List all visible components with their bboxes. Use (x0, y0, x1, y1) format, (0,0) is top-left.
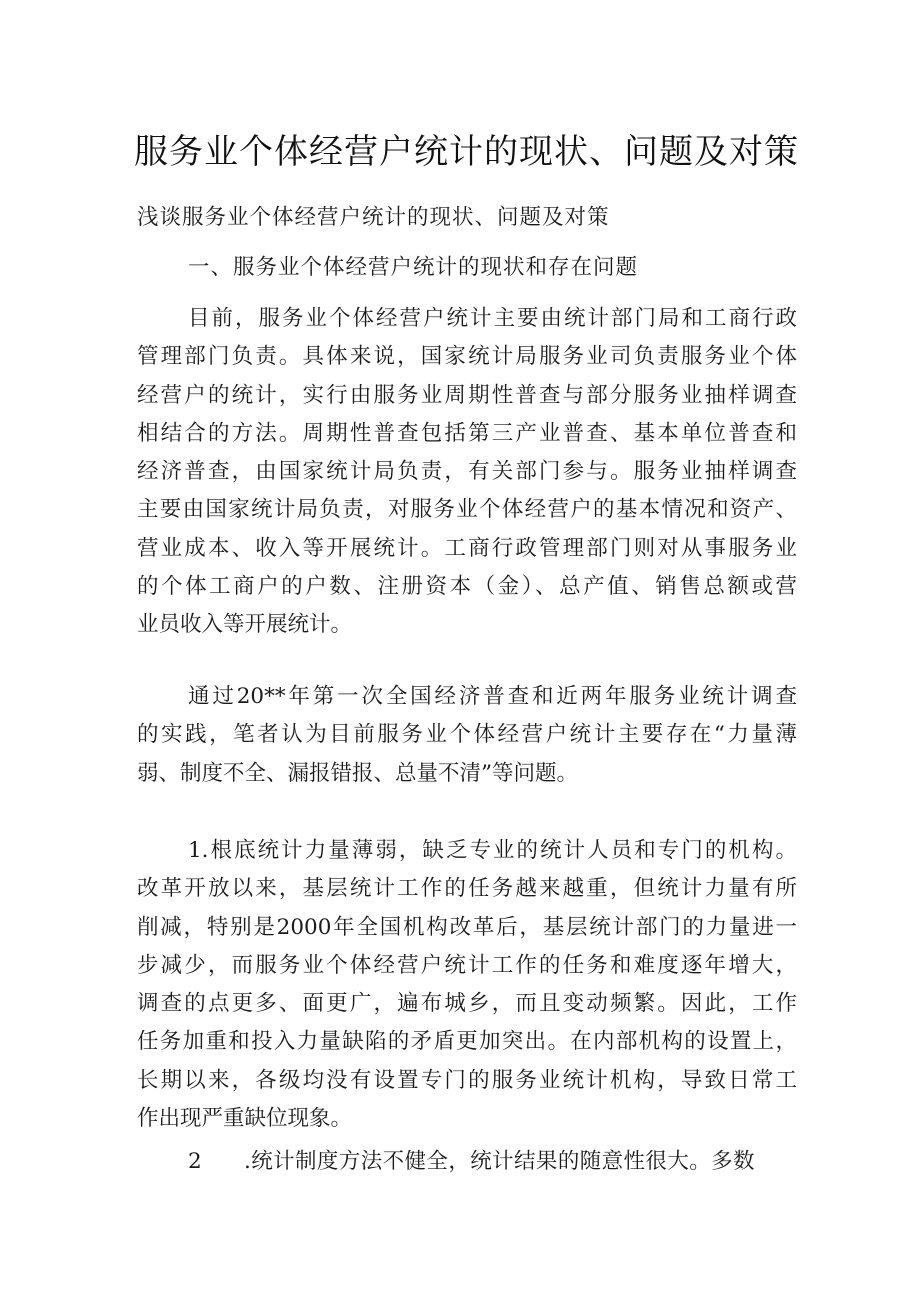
paragraph-line: 主要由国家统计局负责，对服务业个体经营户的基本情况和资产、 (137, 497, 797, 523)
paragraph-item-2 (188, 1143, 797, 1181)
section-heading: 一、服务业个体经营户统计的现状和存在问题 (188, 255, 639, 280)
paragraph-line: 改革开放以来，基层统计工作的任务越来越重，但统计力量有所 (137, 876, 797, 902)
document-title: 服务业个体经营户统计的现状、问题及对策 (134, 132, 799, 172)
paragraph-line: 经济普查，由国家统计局负责，有关部门参与。服务业抽样调查 (137, 459, 797, 485)
paragraph-line: 步减少，而服务业个体经营户统计工作的任务和难度逐年增大， (137, 952, 797, 978)
paragraph-line: 营业成本、收入等开展统计。工商行政管理部门则对从事服务业 (137, 535, 797, 561)
paragraph-item-1 (137, 832, 797, 1138)
paragraph-line: 调查的点更多、面更广，遍布城乡，而且变动频繁。因此，工作 (137, 991, 797, 1017)
paragraph-line: 削减，特别是2000年全国机构改革后，基层统计部门的力量进一 (137, 914, 797, 940)
item-number: 2 (188, 1149, 202, 1174)
paragraph-line: 通过20**年第一次全国经济普查和近两年服务业统计调查 (188, 684, 797, 709)
paragraph-line: 作出现严重缺位现象。 (137, 1106, 353, 1132)
paragraph-line: 的个体工商户的户数、注册资本（金）、总产值、销售总额或营 (137, 574, 797, 600)
paragraph-problems (137, 678, 797, 793)
paragraph-line: 1.根底统计力量薄弱，缺乏专业的统计人员和专门的机构。 (188, 838, 797, 863)
paragraph-line: 相结合的方法。周期性普查包括第三产业普查、基本单位普查和 (137, 420, 797, 446)
paragraph-line: 的实践，笔者认为目前服务业个体经营户统计主要存在“力量薄 (137, 722, 797, 748)
paragraph-line: 业员收入等开展统计。 (137, 612, 353, 638)
paragraph-line: 弱、制度不全、漏报错报、总量不清”等问题。 (137, 760, 578, 786)
paragraph-line: 任务加重和投入力量缺陷的矛盾更加突出。在内部机构的设置上， (137, 1029, 797, 1055)
paragraph-line: 经营户的统计，实行由服务业周期性普查与部分服务业抽样调查 (137, 382, 797, 408)
paragraph-line: 目前，服务业个体经营户统计主要由统计部门局和工商行政 (188, 306, 797, 331)
paragraph-line: 长期以来，各级均没有设置专门的服务业统计机构，导致日常工 (137, 1067, 797, 1093)
document-subtitle: 浅谈服务业个体经营户统计的现状、问题及对策 (137, 205, 610, 230)
paragraph-status (137, 300, 797, 645)
paragraph-line: 管理部门负责。具体来说，国家统计局服务业司负责服务业个体 (137, 344, 797, 370)
item-text: .统计制度方法不健全，统计结果的随意性很大。多数 (244, 1149, 755, 1174)
